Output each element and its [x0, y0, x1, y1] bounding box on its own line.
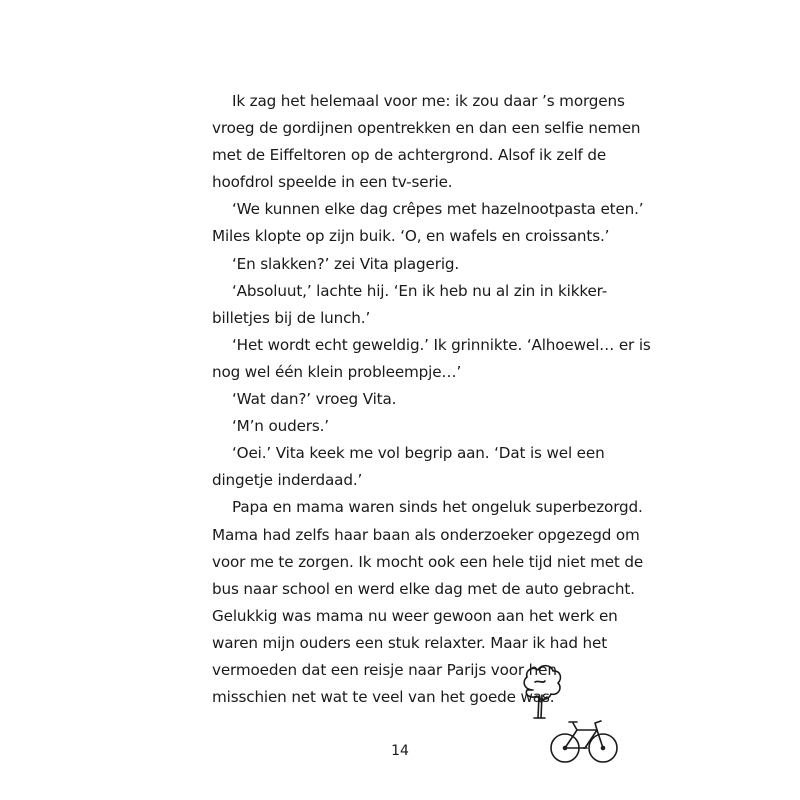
- text-line: ‘We kunnen elke dag crêpes met hazelnootpasta eten.’: [232, 200, 644, 219]
- text-line: met de Eiffeltoren op de achtergrond. Alsof ik zelf de: [212, 146, 607, 165]
- text-line: ‘Wat dan?’ vroeg Vita.: [232, 390, 397, 409]
- text-line: Mama had zelfs haar baan als onderzoeker opgezegd om: [212, 525, 640, 544]
- text-line: nog wel één klein probleempje…’: [212, 362, 462, 381]
- body-text: [212, 88, 651, 711]
- text-line: billetjes bij de lunch.’: [212, 308, 371, 327]
- text-line: dingetje inderdaad.’: [212, 471, 363, 490]
- text-line: vroeg de gordijnen opentrekken en dan een selfie nemen: [212, 119, 641, 138]
- text-line: waren mijn ouders een stuk relaxter. Maar ik had het: [212, 633, 607, 652]
- text-line: vermoeden dat een reisje naar Parijs voor hen: [212, 660, 557, 679]
- text-line: hoofdrol speelde in een tv-serie.: [212, 173, 453, 192]
- text-line: voor me te zorgen. Ik mocht ook een hele tijd niet met de: [212, 552, 644, 571]
- text-line: Papa en mama waren sinds het ongeluk superbezorgd.: [232, 498, 643, 517]
- text-line: ‘En slakken?’ zei Vita plagerig.: [232, 254, 460, 273]
- text-line: misschien net wat te veel van het goede was.: [212, 688, 555, 707]
- text-line: ‘Oei.’ Vita keek me vol begrip aan. ‘Dat is wel een: [232, 444, 605, 463]
- text-line: ‘Absoluut,’ lachte hij. ‘En ik heb nu al zin in kikker-: [232, 281, 608, 300]
- text-line: bus naar school en werd elke dag met de auto gebracht.: [212, 579, 635, 598]
- text-line: Ik zag het helemaal voor me: ik zou daar ’s morgens: [232, 92, 625, 110]
- page-number: 14: [391, 743, 409, 759]
- text-line: ‘Het wordt echt geweldig.’ Ik grinnikte. ‘Alhoewel… er is: [232, 335, 651, 354]
- text-line: Miles klopte op zijn buik. ‘O, en wafels en croissants.’: [212, 227, 610, 246]
- text-line: ‘M’n ouders.’: [232, 417, 329, 436]
- text-line: Gelukkig was mama nu weer gewoon aan het werk en: [212, 606, 618, 625]
